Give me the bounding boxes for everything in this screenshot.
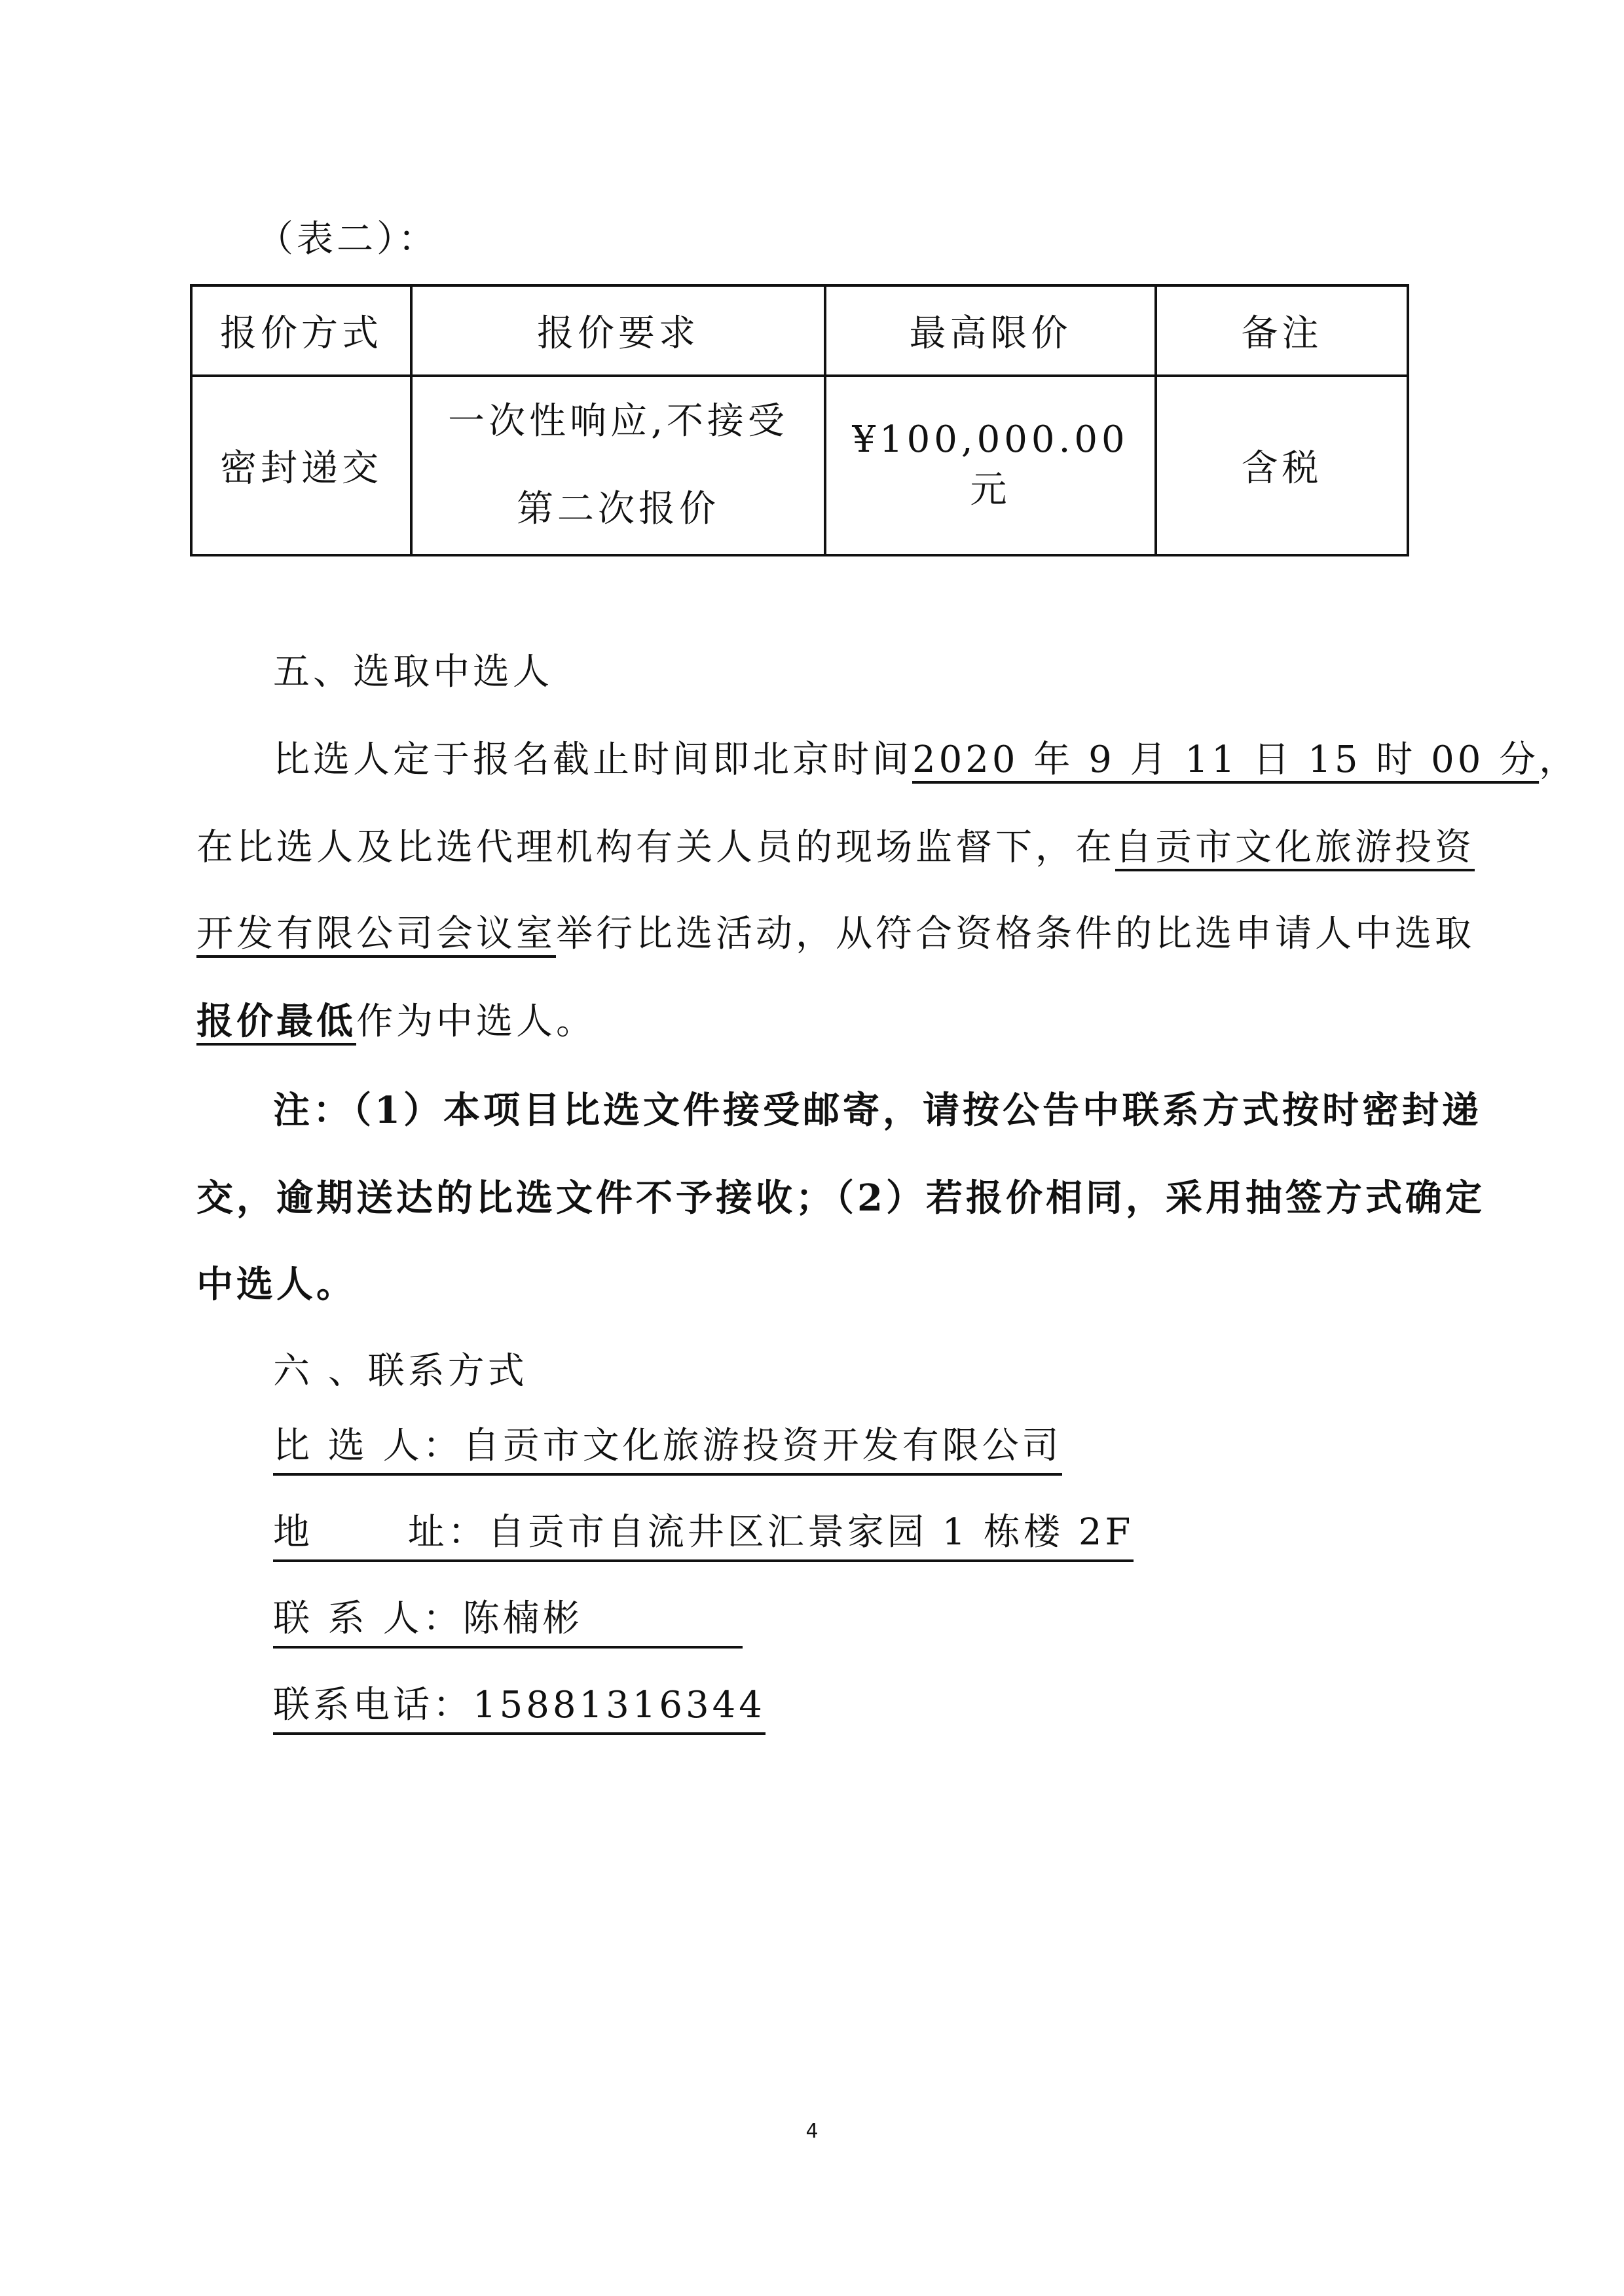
p1-comma: ，	[1539, 738, 1579, 781]
bid-date: 2020 年 9 月 11 日 15 时 00 分	[912, 738, 1540, 781]
contact-address	[273, 1503, 1134, 1562]
section5-paragraph-line4	[196, 993, 596, 1045]
cell-requirement-line1: 一次性响应,不接受	[448, 400, 788, 443]
header-quote-requirement: 报价要求	[411, 285, 825, 376]
contact-person	[273, 1590, 743, 1649]
p3-text: 举行比选活动，从符合资格条件的比选申请人中选取	[556, 913, 1475, 955]
bid-place-part2: 开发有限公司会议室	[196, 913, 556, 955]
contact-phone-label: 联系电话：	[273, 1684, 473, 1726]
table-header-row	[191, 285, 1408, 376]
section5-paragraph-line1	[273, 731, 1579, 783]
page-number: 4	[805, 2120, 819, 2143]
header-remark: 备注	[1156, 285, 1408, 376]
p2-text: 在比选人及比选代理机构有关人员的现场监督下，在	[196, 826, 1115, 869]
note-line3: 中选人。	[196, 1263, 356, 1306]
section5-heading: 五、选取中选人	[273, 651, 553, 693]
header-max-price: 最高限价	[825, 285, 1156, 376]
cell-note: 含税	[1156, 376, 1408, 555]
p4-text: 作为中选人。	[356, 1000, 596, 1043]
contact-address-label: 地 址：	[273, 1511, 488, 1554]
section5-paragraph-line2	[196, 818, 1475, 871]
cell-method: 密封递交	[191, 376, 411, 555]
contact-person-label: 联 系 人：	[273, 1597, 463, 1640]
contact-person-value: 陈楠彬	[462, 1597, 743, 1640]
cell-requirement-line2: 第二次报价	[517, 488, 720, 530]
bid-place-part1: 自贡市文化旅游投资	[1115, 826, 1475, 869]
note-line1: 注：（1）本项目比选文件接受邮寄，请按公告中联系方式按时密封递	[273, 1089, 1482, 1132]
table-caption: （表二）：	[257, 218, 438, 261]
contact-phone-value: 15881316344	[473, 1684, 766, 1726]
cell-price: ¥100,000.00 元	[825, 376, 1156, 555]
note-line2: 交，逾期送达的比选文件不予接收；（2）若报价相同，采用抽签方式确定	[196, 1176, 1485, 1220]
cell-requirement	[411, 376, 825, 555]
section6-heading: 六 、联系方式	[273, 1350, 528, 1393]
header-quote-method: 报价方式	[191, 285, 411, 376]
table-row	[191, 376, 1408, 555]
contact-bidder	[273, 1417, 1062, 1476]
contact-address-value: 自贡市自流井区汇景家园 1 栋楼 2F	[487, 1511, 1134, 1554]
contact-bidder-value: 自贡市文化旅游投资开发有限公司	[462, 1425, 1062, 1467]
p1-text: 比选人定于报名截止时间即北京时间	[273, 738, 912, 781]
quote-table	[190, 284, 1409, 556]
contact-bidder-label: 比 选 人：	[273, 1425, 463, 1467]
contact-phone	[273, 1676, 766, 1735]
section5-paragraph-line3	[196, 905, 1475, 957]
selection-method: 报价最低	[196, 1000, 356, 1043]
